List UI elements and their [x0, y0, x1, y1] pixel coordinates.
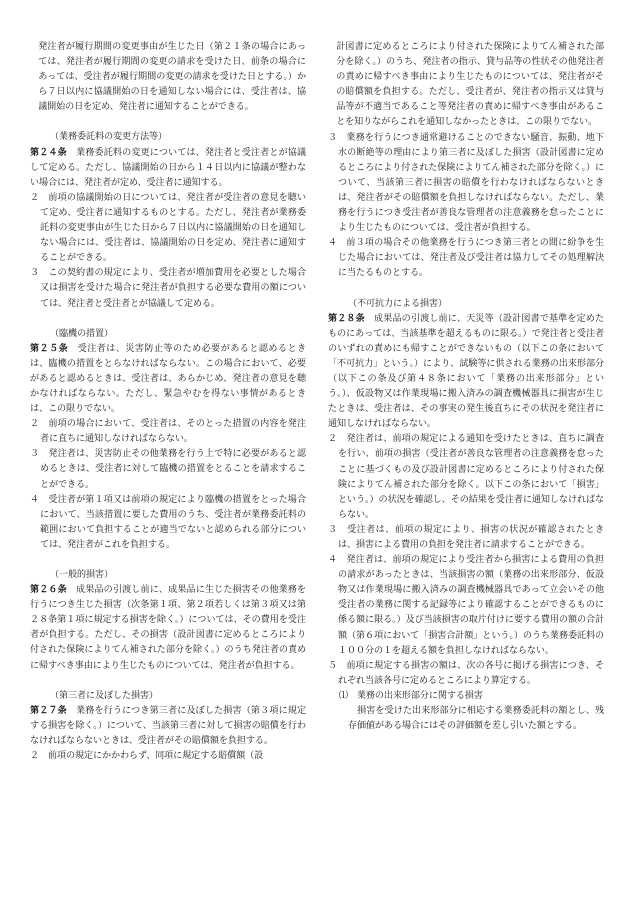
article-28-number: 第２８条: [328, 313, 365, 324]
article-28-text: 成果品の引渡し前に、天災等（設計図書で基準を定めたものにあっては、当該基準を超えるものに限る。）で発注者と受注者のいずれの責めにも帰すことができないもの（以下この条において「不可抗力」という。）により、試験等に供される業務の出来形部分（以下この条及び第４８条において「業務の出来形部分」という。）、仮設物又は作業現場に搬入済みの調査機械器具に損害が生じたときは、受注者は、その事実の発生後直ちにその状況を発注者に通知しなければならない。: [328, 313, 604, 430]
article-25-paragraph-2: ２ 前項の場合において、受注者は、そのとった措置の内容を発注者に直ちに通知しなければならない。: [30, 419, 306, 445]
left-column: [30, 40, 306, 764]
article-28-paragraph-1: [328, 312, 604, 433]
article-27-caption: （第三者に及ぼした損害）: [50, 690, 158, 701]
article-26-text: 成果品の引渡し前に、成果品に生じた損害その他業務を行うにつき生じた損害（次条第１項、第２項若しくは第３項又は第２８条第１項に規定する損害を除く。）については、その費用を受注者が負担する。ただし、その損害（設計図書に定めるところにより付された保険によりてん補された部分を除く。）のうち発注者の責めに帰すべき事由により生じたものについては、発注者が負担する。: [30, 585, 306, 671]
article-25-number: 第２５条: [30, 343, 69, 354]
right-column: [328, 40, 604, 734]
continued-paragraph: 発注者が履行期間の変更事由が生じた日（第２１条の場合にあっては、発注者が履行期間の変更の請求を受けた日、前条の場合にあっては、受注者が履行期間の変更の請求を受けた日とする。）から７日以内に協議開始の日を通知しない場合には、受注者は、協議開始の日を定め、発注者に通知することができる。: [38, 42, 306, 113]
article-25-caption: （臨機の措置）: [50, 328, 113, 339]
article-28-subitem-1-title: ⑴ 業務の出来形部分に関する損害: [338, 690, 483, 701]
article-25-text: 受注者は、災害防止等のため必要があると認めるときは、臨機の措置をとらなければならない。この場合において、必要があると認めるときは、受注者は、あらかじめ、発注者の意見を聴かなければならない。ただし、緊急やむを得ない事情があるときは、この限りでない。: [30, 343, 306, 415]
article-24-text: 業務委託料の変更については、発注者と受注者とが協議して定める。ただし、協議開始の日から１４日以内に協議が整わない場合には、発注者が定め、受注者に通知する。: [30, 147, 306, 188]
article-24-paragraph-3: ３ この契約書の規定により、受注者が増加費用を必要とした場合又は損害を受けた場合に発注者が負担する必要な費用の額については、発注者と受注者とが協議して定める。: [30, 268, 306, 309]
article-24-paragraph-1: [30, 146, 306, 191]
article-24-caption: （業務委託料の変更方法等）: [50, 132, 167, 143]
article-25-paragraph-1: [30, 342, 306, 417]
article-27-paragraph-2-continued: 計図書に定めるところにより付された保険によりてん補された部分を除く。）のうち、発注者の指示、貸与品等の性状その他発注者の責めに帰すべき事由により生じたものについては、発注者がその賠償額を負担する。ただし、受注者が、発注者の指示又は貸与品等が不適当であること等発注者の責めに帰すべき事由があることを知りながらこれを通知しなかったときは、この限りでない。: [336, 42, 604, 128]
article-28-subitem-1-text: 損害を受けた出来形部分に相応する業務委託料の額とし、残存価値がある場合にはその評価額を差し引いた額とする。: [348, 706, 604, 732]
article-25-paragraph-4: ４ 受注者が第１項又は前項の規定により臨機の措置をとった場合において、当該措置に要した費用のうち、受注者が業務委託料の範囲において負担することが適当でないと認められる部分については、発注者がこれを負担する。: [30, 494, 306, 550]
article-28-paragraph-5: ５ 前項に規定する損害の額は、次の各号に掲げる損害につき、それぞれ当該各号に定めるところにより算定する。: [328, 660, 604, 686]
article-28-paragraph-4: ４ 発注者は、前項の規定により受注者から損害による費用の負担の請求があったときは、当該損害の額（業務の出来形部分、仮設物又は作業現場に搬入済みの調査機械器具であって立会いその他受注者の業務に関する記録等により確認することができるものに係る額に限る。）及び当該損害の取片付けに要する費用の額の合計額（第６項において「損害合計額」という。）のうち業務委託料の１００分の１を超える額を負担しなければならない。: [328, 555, 604, 656]
article-26-paragraph-1: [30, 583, 306, 674]
article-27-number: 第２７条: [30, 705, 67, 716]
article-28-caption: （不可抗力による損害）: [348, 298, 447, 309]
article-27-paragraph-4: ４ 前３項の場合その他業務を行うにつき第三者との間に紛争を生じた場合においては、発注者及び受注者は協力してその処理解決に当たるものとする。: [328, 238, 604, 279]
article-27-paragraph-2: ２ 前項の規定にかかわらず、同項に規定する賠償額（設: [30, 751, 264, 762]
article-25-paragraph-3: ３ 発注者は、災害防止その他業務を行う上で特に必要があると認めるときは、受注者に対して臨機の措置をとることを請求することができる。: [30, 449, 306, 490]
article-26-caption: （一般的損害）: [50, 570, 113, 580]
article-28-paragraph-3: ３ 受注者は、前項の規定により、損害の状況が確認されたときは、損害による費用の負担を発注者に請求することができる。: [328, 524, 604, 550]
article-26-number: 第２６条: [30, 585, 67, 596]
article-27-paragraph-3: ３ 業務を行うにつき通常避けることのできない騒音、振動、地下水の断絶等の理由により第三者に及ぼした損害（設計図書に定めるところにより付された保険によりてん補された部分を除く。）について、当該第三者に損害の賠償を行わなければならないときは、発注者がその賠償額を負担しなければならない。ただし、業務を行うにつき受注者が善良な管理者の注意義務を怠ったことにより生じたものについては、受注者が負担する。: [328, 132, 604, 234]
article-27-text: 業務を行うにつき第三者に及ぼした損害（第３項に規定する損害を除く。）について、当該第三者に対して損害の賠償を行わなければならないときは、受注者がその賠償額を負担する。: [30, 705, 306, 746]
article-24-number: 第２４条: [30, 147, 67, 158]
article-28-paragraph-2: ２ 発注者は、前項の規定による通知を受けたときは、直ちに調査を行い、前項の損害（受注者が善良な管理者の注意義務を怠ったことに基づくもの及び設計図書に定めるところにより付された保険によりてん補された部分を除く。以下この条において「損害」という。）の状況を確認し、その結果を受注者に通知しなければならない。: [328, 434, 604, 520]
article-27-paragraph-1: [30, 704, 306, 749]
article-24-paragraph-2: ２ 前項の協議開始の日については、発注者が受注者の意見を聴いて定め、受注者に通知するものとする。ただし、発注者が業務委託料の変更事由が生じた日から７日以内に協議開始の日を通知しない場合には、受注者は、協議開始の日を定め、発注者に通知することができる。: [30, 192, 306, 264]
